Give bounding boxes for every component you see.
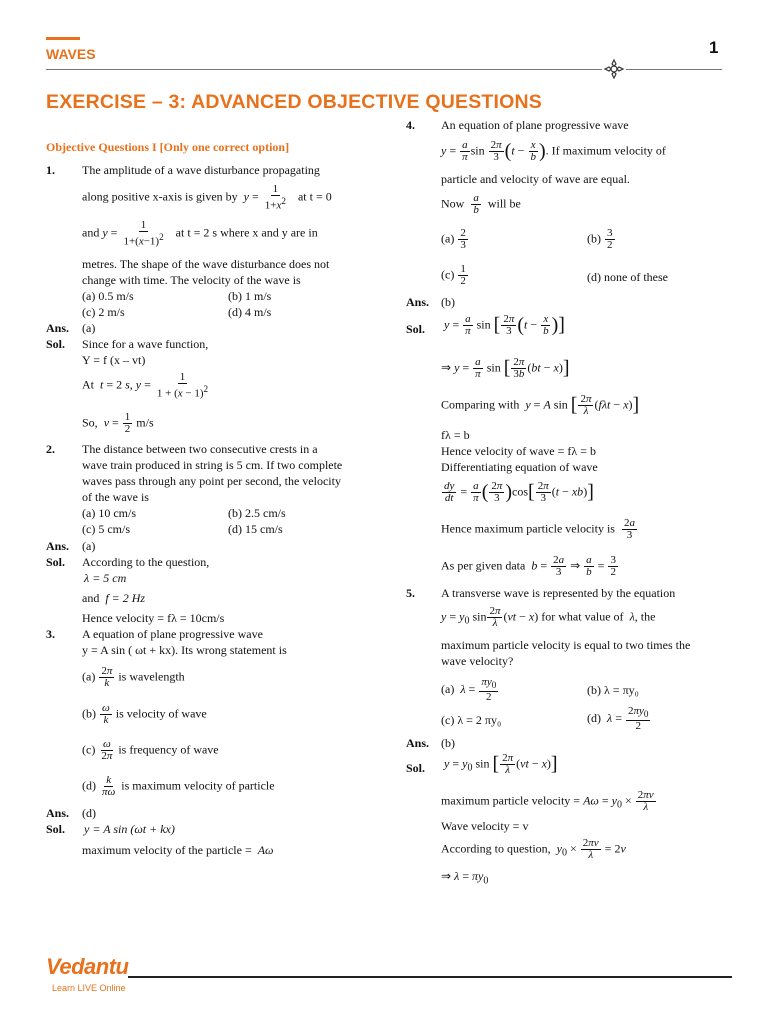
q4-sol-hmax: Hence maximum particle velocity is $\frac{2a}{3}$ [441,517,635,541]
q3-option-a: (a) $\frac{2\pi}{k}$ is wavelength [82,665,185,689]
q2-sol-line3: and f = 2 Hz [82,591,146,605]
q2-sol-line1: According to the question, [82,555,210,569]
q1-sol-line3: At t = 2 s, y = $\frac{1}{1 + (x - 1)^2}$ [82,371,209,400]
footer-rule [128,976,732,978]
q5-option-d: (d) λ = $\frac{2\pi y_0}{2}$ [587,705,649,733]
q5-number: 5. [406,586,415,600]
q4-sol-diff: Differentiating equation of wave [441,460,598,474]
q2-line3: waves pass through any point per second, the velocity [82,474,341,488]
q5-line1: A transverse wave is represented by the equation [441,586,676,600]
q5-sol-eq1: $y = y_0$ sin [ $\frac{2\pi}{\lambda}$ (vt − x)] [444,752,558,776]
vedantu-logo: Vedantu [46,954,129,979]
q4-option-c: (c) $\frac{1}{2}$ [441,263,466,287]
q1-ans-label: Ans. [46,321,70,335]
q3-sol-line1: y = A sin (ωt + kx) [84,822,175,836]
q5-sol-label: Sol. [406,761,426,775]
q3-sol-line2: maximum velocity of the particle = Aω [82,843,274,857]
q4-sol-data: As per given data b = $\frac{2a}{3}$ ⇒ $\frac{a}{b}$ = $\frac{3}{2}$ [441,554,616,578]
q1-fraction-1: $\frac{1}{1+x^2}$ [264,183,286,212]
q2-sol-line2: λ = 5 cm [84,571,127,585]
q1-line3: and y = $\frac{1}{1+(x-1)^2}$ at t = 2 s where x and y are in [82,219,318,248]
q3-line1: A equation of plane progressive wave [82,627,263,641]
q1-line4: metres. The shape of the wave disturbance does not [82,257,330,271]
q2-sol-label: Sol. [46,555,66,569]
q3-line2: y = A sin ( ωt + kx). Its wrong statement is [82,643,287,657]
q4-answer: (b) [441,295,455,309]
q3-number: 3. [46,627,55,641]
q1-option-b: (b) 1 m/s [228,289,272,303]
q1-line1: The amplitude of a wave disturbance propagating [82,163,320,177]
q5-option-a: (a) λ = $\frac{\pi y_0}{2}$ [441,676,497,704]
q1-option-c: (c) 2 m/s [82,305,125,319]
footer-tagline: Learn LIVE Online [52,983,126,993]
q2-number: 2. [46,442,55,456]
q4-sol-label: Sol. [406,322,426,336]
q4-option-d: (d) none of these [587,270,668,284]
q3-sol-label: Sol. [46,822,66,836]
q1-line2: along positive x-axis is given by y = $\frac{1}{1+x^2}$ at t = 0 [82,183,332,212]
q1-line5: change with time. The velocity of the wave is [82,273,301,287]
q2-sol-line4: Hence velocity = fλ = 10cm/s [82,611,225,625]
q5-sol-acc: According to question, $y_0$ × $\frac{2\pi v}{\lambda}$ = 2v [441,837,626,861]
q1-sol-line1: Since for a wave function, [82,337,209,351]
q2-answer: (a) [82,539,96,553]
q4-ans-label: Ans. [406,295,430,309]
q5-line4: wave velocity? [441,654,514,668]
q3-option-b: (b) $\frac{\omega}{k}$ is velocity of wave [82,702,207,726]
subtitle: Objective Questions I [Only one correct option] [46,140,290,154]
q5-sol-max: maximum particle velocity = $A\omega = y_0$ × $\frac{2\pi v}{\lambda}$ [441,789,654,813]
q4-line4: Now $\frac{a}{b}$ will be [441,192,521,216]
q4-line3: particle and velocity of wave are equal. [441,172,630,186]
q2-option-d: (d) 15 cm/s [228,522,283,536]
page-title: EXERCISE – 3: ADVANCED OBJECTIVE QUESTIONS [46,91,542,113]
q4-option-a: (a) $\frac{2}{3}$ [441,227,466,251]
q3-answer: (d) [82,806,96,820]
section-title: WAVES [46,46,96,62]
q1-answer: (a) [82,321,96,335]
q3-option-d: (d) $\frac{k}{\pi\omega}$ is maximum velocity of particle [82,774,275,798]
q2-line1: The distance between two consecutive crests in a [82,442,318,456]
header-rule [46,69,602,70]
q1-fraction-2: $\frac{1}{1+(x-1)^2}$ [123,219,164,248]
q4-sol-eq1: y = $\frac{a}{\pi}$ sin [ $\frac{2\pi}{3}$ (t − $\frac{x}{b}$ )] [444,313,565,337]
page-number: 1 [709,38,719,57]
q5-line3: maximum particle velocity is equal to two times the [441,638,691,652]
q2-ans-label: Ans. [46,539,70,553]
q4-line1: An equation of plane progressive wave [441,118,629,132]
header-accent-bar [46,37,80,40]
q3-option-c: (c) $\frac{\omega}{2\pi}$ is frequency of wave [82,738,219,762]
q2-option-a: (a) 10 cm/s [82,506,136,520]
q4-sol-deriv: $\frac{dy}{dt}$ = $\frac{a}{\pi}$ ( $\frac{2\pi}{3}$ )cos[ $\frac{2\pi}{3}$ (t − xb)] [444,480,594,504]
q4-sol-hv: Hence velocity of wave = fλ = b [441,444,596,458]
q1-sol-line2: Y = f (x – vt) [82,353,146,367]
q5-option-c: (c) λ = 2 πy₀ [441,713,502,727]
q4-line2: y = $\frac{a}{\pi}$ sin $\frac{2\pi}{3}$ (t − $\frac{x}{b}$ ). If maximum velocity of [441,139,666,163]
q2-line2: wave train produced in string is 5 cm. If two complete [82,458,343,472]
q3-ans-label: Ans. [46,806,70,820]
q5-ans-label: Ans. [406,736,430,750]
q2-line4: of the wave is [82,490,149,504]
header-rule-right [626,69,722,70]
q1-option-d: (d) 4 m/s [228,305,272,319]
q2-option-b: (b) 2.5 cm/s [228,506,286,520]
q5-sol-wv: Wave velocity = v [441,819,529,833]
q5-answer: (b) [441,736,455,750]
q1-number: 1. [46,163,55,177]
q4-sol-compare: Comparing with y = A sin [ $\frac{2\pi}{\lambda}$ (fλt − x)] [441,393,640,417]
q4-sol-eq2: ⇒ y = $\frac{a}{\pi}$ sin [ $\frac{2\pi}{3b}$ (bt − x)] [441,356,570,380]
q4-sol-fl: fλ = b [441,428,470,442]
q1-sol-label: Sol. [46,337,66,351]
q4-option-b: (b) $\frac{3}{2}$ [587,227,613,251]
q1-option-a: (a) 0.5 m/s [82,289,134,303]
q1-sol-line4: So, v = $\frac{1}{2}$ m/s [82,411,154,435]
q5-line2: $y = y_0$ sin $\frac{2\pi}{\lambda}$ (vt − x) for what value of λ, the [441,605,656,629]
q5-option-b: (b) λ = πy₀ [587,683,639,697]
q4-number: 4. [406,118,415,132]
ornament-icon [602,58,626,84]
q5-sol-result: ⇒ $\lambda = \pi y_0$ [441,869,489,887]
q2-option-c: (c) 5 cm/s [82,522,130,536]
